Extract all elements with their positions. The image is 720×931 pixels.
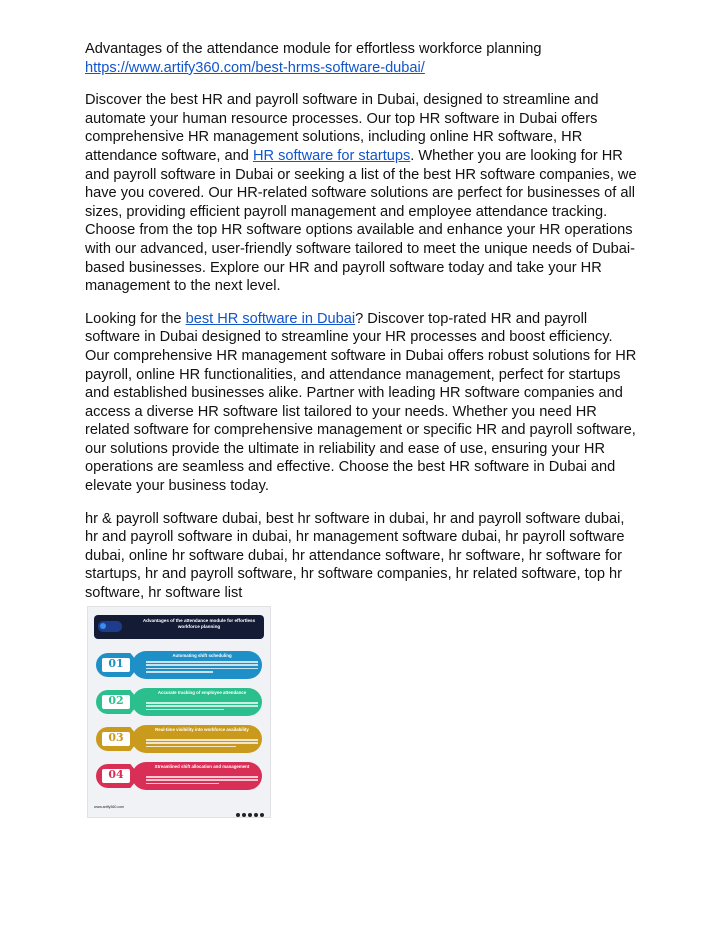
item-number: 03 [108,731,124,744]
keywords-paragraph: hr & payroll software dubai, best hr software in dubai, hr and payroll software dubai, hr and payroll software in dubai, hr management software dubai, hr payroll software dubai, online hr software dubai, hr attendance software, hr software, hr software for startups, hr and payroll software, hr software companies, hr related software, top hr software, hr software list [85,510,625,602]
infographic-item-1 [94,651,264,679]
item-title: Streamlined shift allocation and management [154,764,250,769]
item-number: 02 [108,694,124,707]
paragraph-1-text-b: . Whether you are looking for HR and payroll software in Dubai or seeking a list of the best HR software companies, we have you covered. Our HR-related software solutions are perfect for businesses of all sizes, providing efficient payroll management and employee attendance tracking. Choose from the top HR software options available and enhance your HR operations with our advanced, user-friendly software tailored to meet the unique needs of Dubai-based businesses. Explore our HR and payroll software today and take your HR management to the next level. [85,147,637,295]
infographic-footer-url: www.artify360.com [94,805,125,809]
hr-startups-link[interactable]: HR software for startups [252,147,411,164]
infographic-image [87,606,271,818]
linkedin-icon [254,813,258,817]
infographic-header-text: Advantages of the attendance module for effortless workforce planning [142,618,256,629]
paragraph-1 [85,91,640,296]
document-title: Advantages of the attendance module for effortless workforce planning [85,41,542,57]
title-link[interactable]: https://www.artify360.com/best-hrms-software-dubai/ [85,59,425,76]
best-hr-dubai-link[interactable]: best HR software in Dubai [185,310,356,327]
paragraph-2-text-a: Looking for the [85,310,186,327]
infographic-item-4 [94,762,264,790]
social-icons [234,804,264,818]
paragraph-1-text-a: Discover the best HR and payroll software in Dubai, designed to streamline and automate your human resource processes. Our top HR software in Dubai offers comprehensive HR management solutions, including online HR software, HR attendance software, and [85,92,599,164]
item-number: 04 [108,768,124,781]
item-title: Automating shift scheduling [172,653,232,658]
infographic-header [94,615,264,639]
item-title: Accurate tracking of employee attendance [157,690,247,695]
youtube-icon [260,813,264,817]
document-body [85,40,640,617]
paragraph-2 [85,310,640,496]
twitter-icon [248,813,252,817]
item-title: Real-time visibility into workforce availability [155,727,249,732]
instagram-icon [242,813,246,817]
paragraph-2-text-b: ? Discover top-rated HR and payroll software in Dubai designed to streamline your HR processes and boost efficiency. Our comprehensive HR management software in Dubai offers robust solutions for HR payroll, online HR functionalities, and attendance management, perfect for startups and established businesses alike. Partner with leading HR software companies and access a diverse HR software list tailored to your needs. Whether you need HR related software for comprehensive management or specific HR and payroll software, our solutions provide the ultimate in reliability and ease of use, ensuring your HR operations are seamless and effective. Choose the best HR software in Dubai and elevate your business today. [85,310,637,495]
item-number: 01 [108,657,124,670]
artify360-logo [98,621,122,632]
facebook-icon [236,813,240,817]
infographic-item-2 [94,688,264,716]
infographic-item-3 [94,725,264,753]
